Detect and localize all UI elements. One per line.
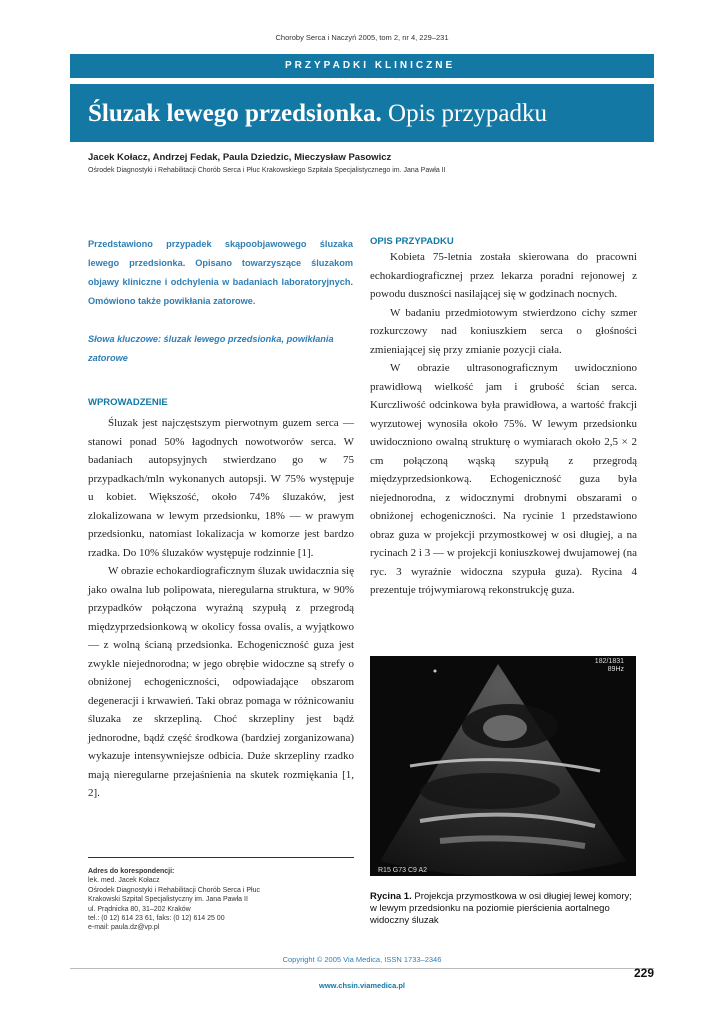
intro-body bbox=[88, 414, 354, 803]
correspondence-email: e-mail: paula.dz@vp.pl bbox=[88, 924, 160, 932]
figure-caption bbox=[370, 891, 636, 927]
scan-overlay-top bbox=[595, 658, 624, 674]
case-paragraph: W obrazie ultrasonograficznym uwidoczniono prawidłową wielkość jam i grubość ścian serca. Kurczliwość odcinkowa była prawidłowa, a wartość frakcji wyrzutowej wynosiła około 75%. W lewym przedsionku uwidoczniono owalną strukturę o wymiarach około 2,5 × 2 cm połączoną wąską szypułą z przegrodą międzyprzedsionkową. Echogeniczność guza była niejednorodna, z widocznymi drobnymi obszarami o obniżonej echogeniczności. Na rycinie 1 przedstawiono obraz guza w projekcji przymostkowej w osi długiej, a na rycinach 2 i 3 — w projekcji koniuszkowej dwujamowej (na ryc. 3 wyraźnie widoczna szypuła guza). Rycina 4 prezentuje trójwymiarową rekonstrukcję guza. bbox=[370, 362, 637, 596]
scan-overlay-bottom: R15 G73 C9 A2 bbox=[378, 867, 428, 874]
correspondence-line: Krakowski Szpital Specjalistyczny im. Jana Pawła II bbox=[88, 896, 248, 904]
authors: Jacek Kołacz, Andrzej Fedak, Paula Dziedzic, Mieczysław Pasowicz bbox=[88, 152, 392, 163]
echocardiogram-image bbox=[370, 656, 636, 876]
affiliation: Ośrodek Diagnostyki i Rehabilitacji Chorób Serca i Płuc Krakowskiego Szpitala Specjalistycznego im. Jana Pawła II bbox=[88, 167, 446, 174]
caption-label: Rycina 1. bbox=[370, 891, 412, 902]
section-label: PRZYPADKI KLINICZNE bbox=[285, 60, 456, 71]
correspondence-line: tel.: (0 12) 614 23 61, faks: (0 12) 614 25 00 bbox=[88, 915, 225, 923]
abstract: Przedstawiono przypadek skąpoobjawowego śluzaka lewego przedsionka. Opisano towarzyszące śluzakom objawy kliniczne i odchylenia w badaniach laboratoryjnych. Omówiono także powikłania zatorowe. bbox=[88, 239, 353, 306]
case-paragraph: Kobieta 75-letnia została skierowana do pracowni echokardiograficznej przez lekarza poradni rejonowej z powodu duszności nasilającej się w godzinach nocnych. bbox=[370, 251, 637, 300]
marker-dot bbox=[434, 670, 437, 673]
correspondence-line: Ośrodek Diagnostyki i Rehabilitacji Chorób Serca i Płuc bbox=[88, 886, 260, 894]
correspondence-line: ul. Prądnicka 80, 31–202 Kraków bbox=[88, 905, 191, 913]
correspondence-block bbox=[88, 867, 354, 933]
intro-paragraph: W obrazie echokardiograficznym śluzak uwidacznia się jako owalna lub polipowata, nieregularna struktura, w 90% przypadków połączona wyraźną szypułą z przegrodą międzyprzedsionkową w okolicy fossa ovalis, a wyjątkowo — z wolną ścianą przedsionka. Echogeniczność guza jest zwykle niejednorodna; w jego obrębie widoczne są strefy o obniżonej echogeniczności, odpowiadające obszarom degeneracji i krwawień. Taki obraz pomaga w różnicowaniu śluzaka ze skrzepliną. Choć skrzepliny jest bądź jednorodne, bądź część środkowa (bardziej zorganizowana) wykazuje intensywniejsze odbicia. Duże skrzepliny rzadko mają nieregularne przejaśnienia na skutek rozmiękania [1, 2]. bbox=[88, 565, 354, 799]
journal-reference: Choroby Serca i Naczyń 2005, tom 2, nr 4, 229–231 bbox=[275, 33, 449, 42]
tumor-mass bbox=[483, 715, 527, 741]
keywords: Słowa kluczowe: śluzak lewego przedsionka, powikłania zatorowe bbox=[88, 334, 334, 363]
intro-heading: WPROWADZENIE bbox=[88, 397, 168, 408]
intro-paragraph: Śluzak jest najczęstszym pierwotnym guzem serca — stanowi ponad 50% łagodnych nowotworów serca. W badaniach autopsyjnych stwierdzano go w 75 przypadkach/mln wykonanych autopsji. W 75% występuje u kobiet. Większość, około 74% śluzaków, jest zlokalizowana w lewym przedsionku, 18% — w prawym przedsionku, natomiast lokalizacja w komorze jest bardzo rzadka. Do 10% śluzaków występuje rodzinnie [1]. bbox=[88, 417, 354, 559]
ultrasound-scan bbox=[370, 656, 636, 876]
correspondence-line: lek. med. Jacek Kołacz bbox=[88, 877, 160, 885]
cardiac-chamber bbox=[420, 773, 560, 809]
case-paragraph: W badaniu przedmiotowym stwierdzono cichy szmer rozkurczowy nad koniuszkiem serca o głośności zmieniającej się przy zmianie pozycji ciała. bbox=[370, 306, 637, 356]
title-main: Śluzak lewego przedsionka. bbox=[88, 100, 382, 127]
case-heading: OPIS PRZYPADKU bbox=[370, 236, 454, 247]
caption-text: Projekcja przymostkowa w osi długiej lewej komory; w lewym przedsionku na poziomie pierścienia aortalnego widoczny śluzak bbox=[370, 891, 632, 926]
article-title bbox=[88, 100, 547, 128]
frequency-readout: 89Hz bbox=[607, 666, 624, 673]
correspondence-label: Adres do korespondencji: bbox=[88, 868, 175, 875]
website-link[interactable]: www.chsin.viamedica.pl bbox=[318, 981, 405, 990]
frame-counter: 182/1831 bbox=[594, 658, 624, 665]
correspondence-divider bbox=[88, 857, 354, 858]
page-number: 229 bbox=[633, 966, 654, 980]
case-body bbox=[370, 248, 637, 600]
copyright: Copyright © 2005 Via Medica, ISSN 1733–2346 bbox=[282, 955, 442, 964]
title-sub: Opis przypadku bbox=[381, 100, 548, 127]
footer-divider bbox=[70, 968, 654, 969]
